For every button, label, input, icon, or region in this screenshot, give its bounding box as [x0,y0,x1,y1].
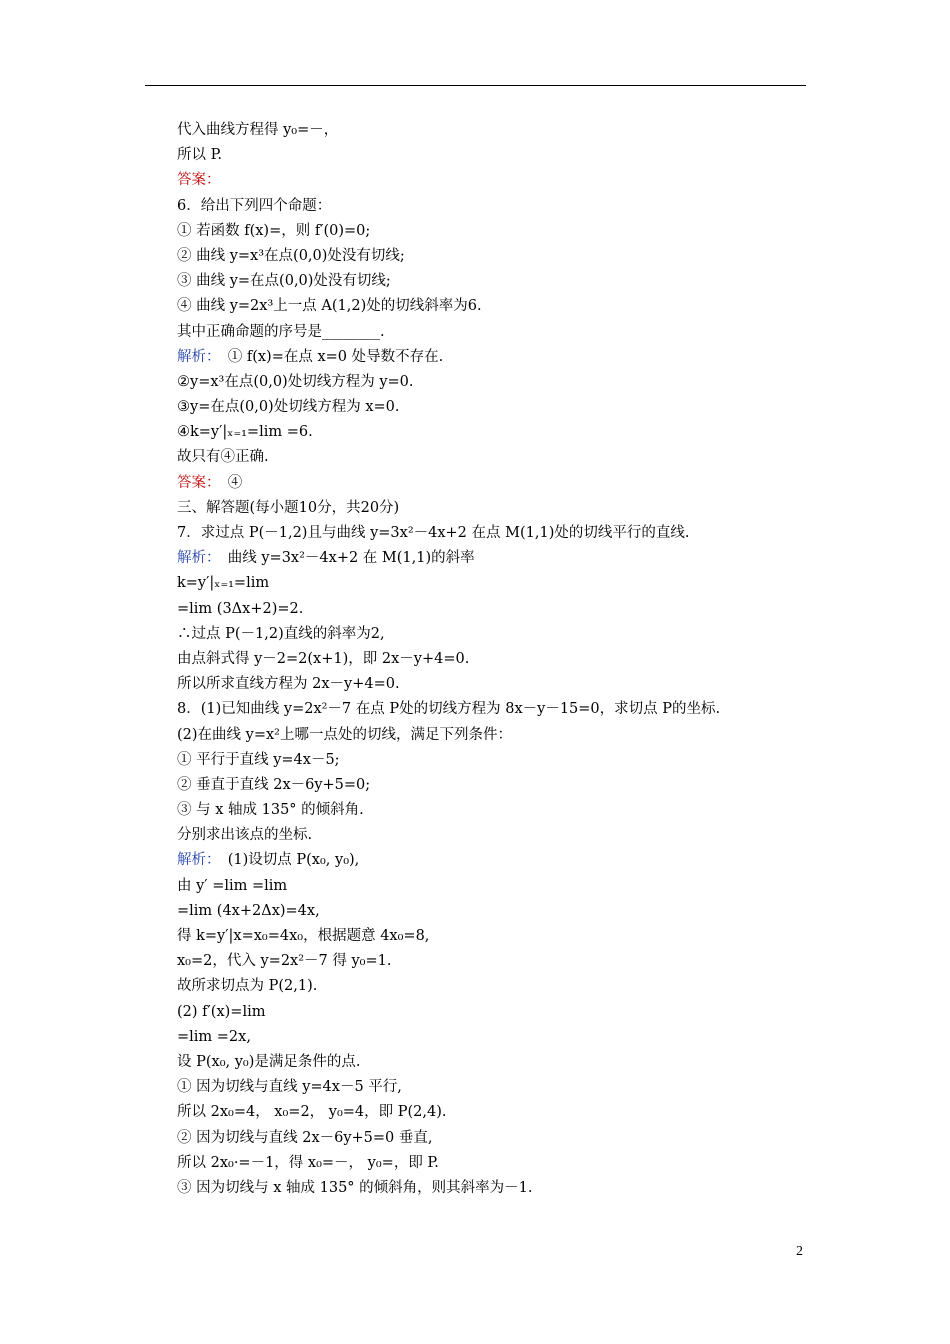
line-text: k=y′|ₓ₌₁=lim [177,575,270,592]
text-line [177,370,817,395]
line-text: 分别求出该点的坐标. [177,827,313,844]
header-rule [145,85,806,86]
line-text: 其中正确命题的序号是________. [177,323,385,340]
text-line [177,798,817,823]
text-line [177,723,817,748]
text-line [177,924,817,949]
text-line [177,320,817,345]
text-line [177,874,817,899]
line-text: 所以 P. [177,147,223,164]
text-line [177,949,817,974]
line-text: ② 垂直于直线 2x－6y+5=0; [177,776,371,793]
line-text: 代入曲线方程得 y₀=－， [177,122,339,138]
text-line [177,471,817,496]
text-line [177,571,817,596]
text-line [177,445,817,470]
text-line [177,974,817,999]
text-line [177,899,817,924]
line-text: ① f(x)=在点 x=0 处导数不存在. [213,348,444,365]
line-text: 6．给出下列四个命题： [177,197,332,214]
text-line [177,1075,817,1100]
text-line [177,168,817,193]
line-text: =lim (3Δx+2)=2. [177,600,304,617]
line-text: ① 平行于直线 y=4x－5; [177,751,340,768]
line-text: ④k=y′|ₓ₌₁=lim =6. [177,424,313,441]
text-line [177,647,817,672]
analysis-label: 解析： [177,852,214,869]
text-line [177,244,817,269]
text-line [177,294,817,319]
analysis-label: 解析： [177,550,214,567]
text-line [177,1025,817,1050]
document-body [177,118,817,1201]
text-line [177,848,817,873]
text-line [177,496,817,521]
line-text: 曲线 y=3x²－4x+2 在 M(1,1)的斜率 [213,550,475,567]
line-text: ② 因为切线与直线 2x－6y+5=0 垂直, [177,1129,433,1146]
line-text: =lim (4x+2Δx)=4x, [177,902,320,919]
line-text: (2) f′(x)=lim [177,1003,266,1020]
answer-label: 答案： [177,474,214,491]
text-line [177,546,817,571]
text-line [177,672,817,697]
text-line [177,1151,817,1176]
analysis-label: 解析： [177,348,214,365]
line-text: 所以 2x₀=4， x₀=2， y₀=4，即 P(2,4). [177,1104,447,1121]
line-text: 由 y′ =lim =lim [177,877,288,894]
text-line [177,773,817,798]
text-line [177,697,817,722]
line-text: ③y=在点(0,0)处切线方程为 x=0. [177,399,400,416]
text-line [177,194,817,219]
line-text: 三、解答题(每小题10分，共20分) [177,499,400,516]
line-text: 得 k=y′|x=x₀=4x₀，根据题意 4x₀=8, [177,928,430,944]
text-line [177,420,817,445]
answer-label: 答案： [177,172,221,189]
text-line [177,521,817,546]
text-line [177,345,817,370]
line-text: ②y=x³在点(0,0)处切线方程为 y=0. [177,373,414,390]
line-text: ③ 与 x 轴成 135° 的倾斜角. [177,802,364,819]
line-text: 8．(1)已知曲线 y=2x²－7 在点 P处的切线方程为 8x－y－15=0，求切点 P的坐标. [177,701,721,718]
line-text: ∴过点 P(－1,2)直线的斜率为2, [177,625,385,642]
line-text: ② 曲线 y=x³在点(0,0)处没有切线; [177,247,405,264]
page-number: 2 [796,1244,803,1259]
line-text: ① 因为切线与直线 y=4x－5 平行, [177,1079,402,1096]
line-text: =lim =2x, [177,1028,251,1045]
text-line [177,1176,817,1201]
text-line [177,143,817,168]
text-line [177,269,817,294]
line-text: ④ 曲线 y=2x³上一点 A(1,2)处的切线斜率为6. [177,298,482,315]
line-text: 由点斜式得 y－2=2(x+1)，即 2x－y+4=0. [177,650,470,667]
line-text: 故所求切点为 P(2,1). [177,978,318,995]
text-line [177,219,817,244]
line-text: x₀=2，代入 y=2x²－7 得 y₀=1. [177,953,392,970]
text-line [177,1000,817,1025]
text-line [177,1050,817,1075]
line-text: ④ [213,474,243,491]
line-text: 所以 2x₀·=－1，得 x₀=－， y₀=，即 P. [177,1154,439,1171]
text-line [177,1100,817,1125]
line-text: 故只有④正确. [177,449,269,466]
line-text: ③ 曲线 y=在点(0,0)处没有切线; [177,273,391,290]
line-text: 设 P(x₀, y₀)是满足条件的点. [177,1053,361,1070]
text-line [177,748,817,773]
line-text: ① 若函数 f(x)=，则 f′(0)=0; [177,222,371,239]
line-text: ③ 因为切线与 x 轴成 135° 的倾斜角，则其斜率为－1. [177,1179,533,1196]
text-line [177,597,817,622]
line-text: 所以所求直线方程为 2x－y+4=0. [177,676,400,693]
line-text: (2)在曲线 y=x²上哪一点处的切线，满足下列条件： [177,726,512,743]
text-line [177,395,817,420]
text-line [177,622,817,647]
text-line [177,823,817,848]
text-line [177,1126,817,1151]
line-text: (1)设切点 P(x₀, y₀), [213,852,360,869]
line-text: 7．求过点 P(－1,2)且与曲线 y=3x²－4x+2 在点 M(1,1)处的切线平行的直线. [177,525,690,541]
text-line [177,118,817,143]
